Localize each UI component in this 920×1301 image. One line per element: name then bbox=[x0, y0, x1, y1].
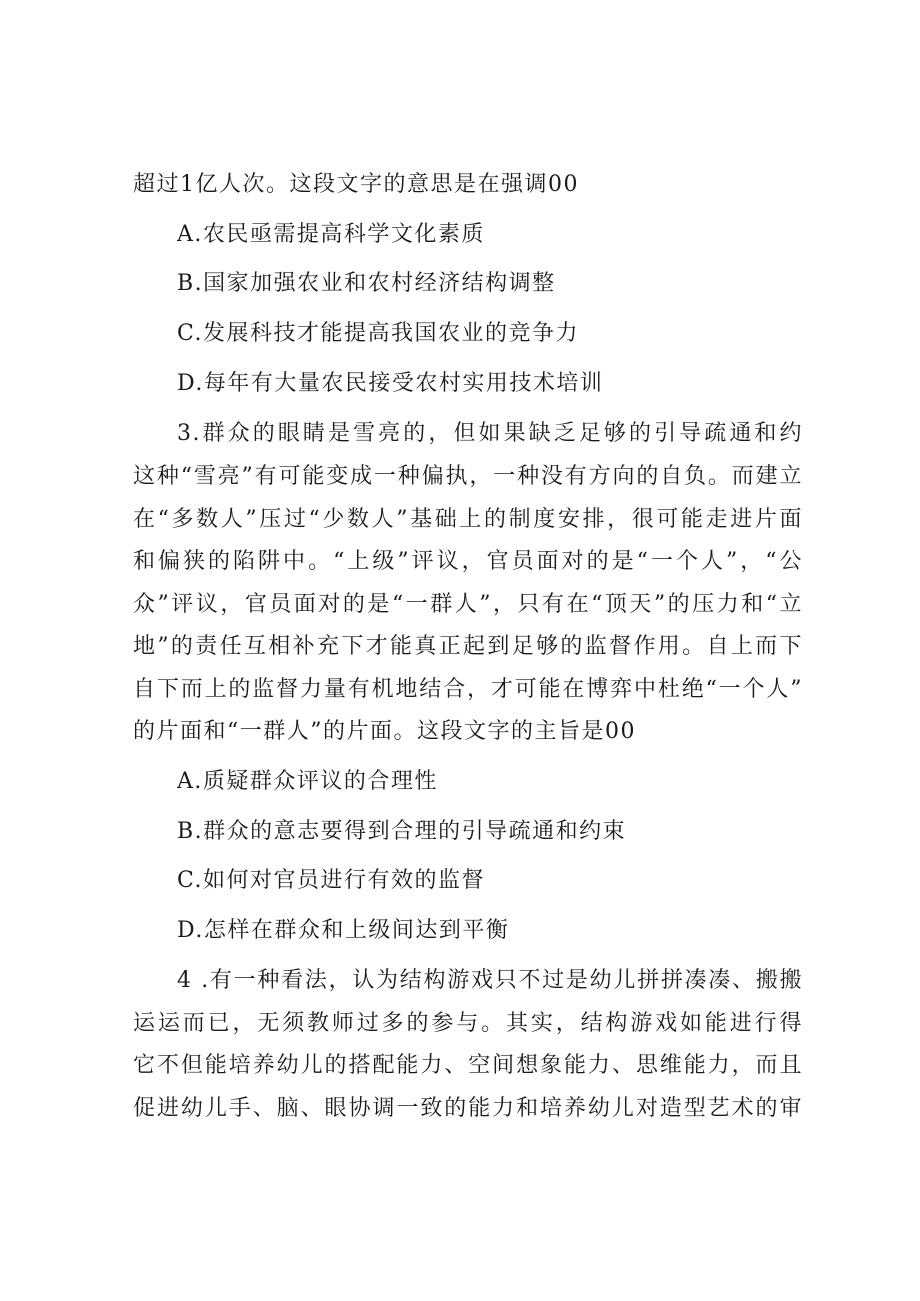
q4-stem-line-2: 运运而已，无须教师过多的参与。其实，结构游戏如能进行得 bbox=[133, 1011, 803, 1036]
q2-option-c: C.发展科技才能提高我国农业的竞争力 bbox=[177, 321, 580, 346]
q4-stem-line-4: 促进幼儿手、脑、眼协调一致的能力和培养幼儿对造型艺术的审 bbox=[133, 1096, 803, 1121]
q2-option-b: B.国家加强农业和农村经济结构调整 bbox=[177, 271, 556, 296]
q4-stem-line-1: 4 .有一种看法，认为结构游戏只不过是幼儿拼拼凑凑、搬搬 bbox=[177, 968, 803, 993]
q2-option-a: A.农民亟需提高科学文化素质 bbox=[177, 222, 485, 247]
q3-option-c: C.如何对官员进行有效的监督 bbox=[177, 868, 486, 893]
q3-stem-line-2: 这种“雪亮”有可能变成一种偏执，一种没有方向的自负。而建立 bbox=[133, 464, 803, 489]
q2-option-d: D.每年有大量农民接受农村实用技术培训 bbox=[177, 371, 604, 396]
q3-option-a: A.质疑群众评议的合理性 bbox=[177, 769, 438, 794]
q3-stem-line-6: 地”的责任互相补充下才能真正起到足够的监督作用。自上而下 bbox=[133, 634, 803, 659]
q3-option-b: B.群众的意志要得到合理的引导疏通和约束 bbox=[177, 819, 627, 844]
q3-stem-line-3: 在“多数人”压过“少数人”基础上的制度安排，很可能走进片面 bbox=[133, 507, 803, 532]
q2-stem-end: 超过1亿人次。这段文字的意思是在强调00 bbox=[133, 172, 579, 197]
q3-option-d: D.怎样在群众和上级间达到平衡 bbox=[177, 918, 510, 943]
q4-stem-line-3: 它不但能培养幼儿的搭配能力、空间想象能力、思维能力，而且 bbox=[133, 1053, 803, 1078]
q3-stem-line-1: 3.群众的眼睛是雪亮的，但如果缺乏足够的引导疏通和约 bbox=[177, 421, 803, 446]
q3-stem-line-5: 众”评议，官员面对的是“一群人”，只有在“顶天”的压力和“立 bbox=[133, 592, 803, 617]
q3-stem-line-7: 自下而上的监督力量有机地结合，才可能在博弈中杜绝“一个人” bbox=[133, 677, 803, 702]
q3-stem-line-4: 和偏狭的陷阱中。“上级”评议，官员面对的是“一个人”，“公 bbox=[133, 549, 803, 574]
q3-stem-line-8: 的片面和“一群人”的片面。这段文字的主旨是00 bbox=[133, 719, 636, 744]
